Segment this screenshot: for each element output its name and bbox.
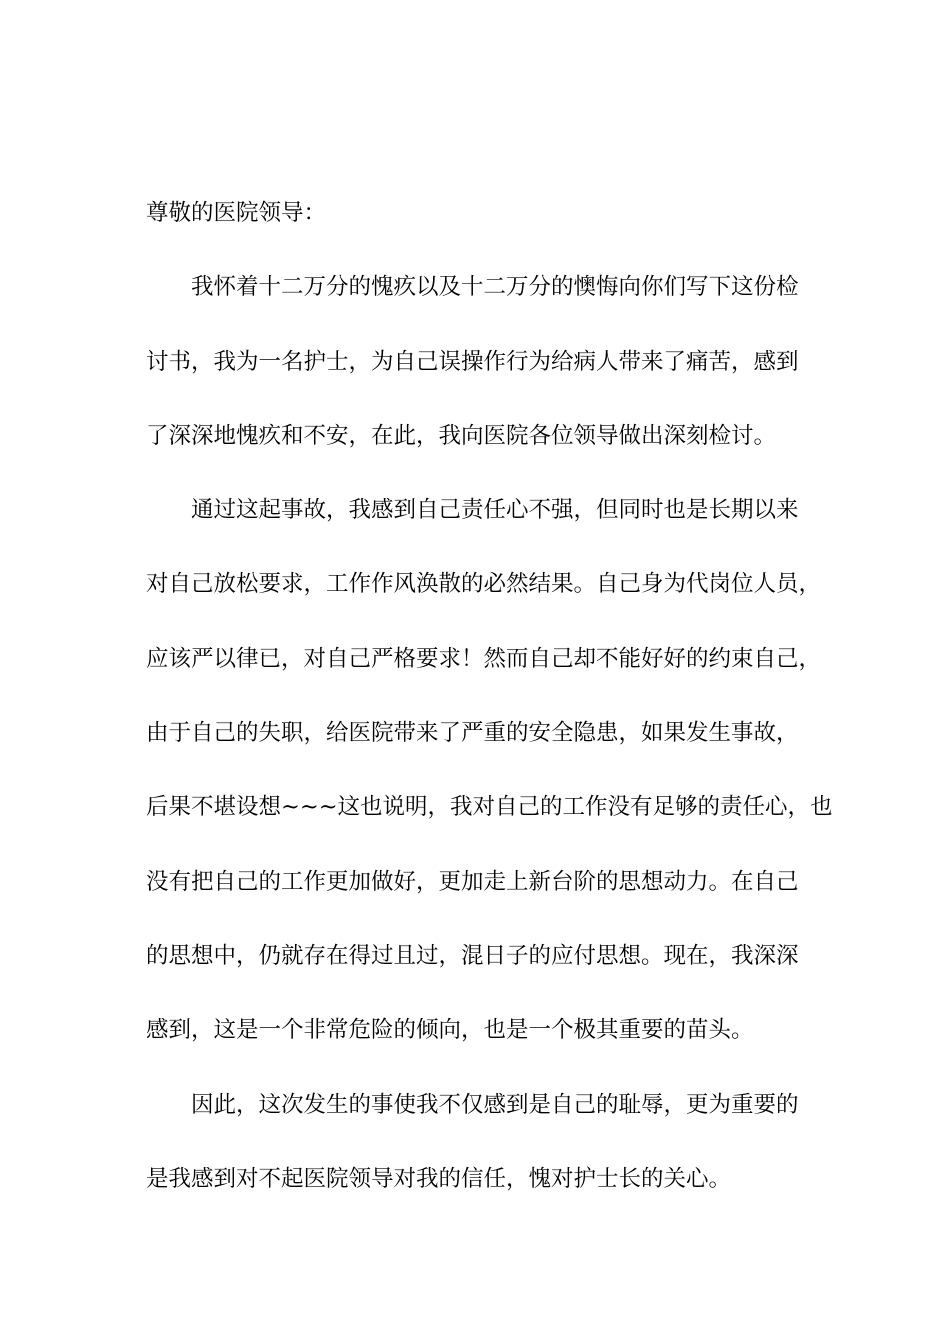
salutation: 尊敬的医院领导：	[146, 200, 327, 226]
paragraph-2-line-4: 由于自己的失职，给医院带来了严重的安全隐患，如果发生事故，	[146, 720, 799, 747]
paragraph-1-line-1: 我怀着十二万分的愧疚以及十二万分的懊悔向你们写下这份检	[191, 274, 799, 301]
paragraph-2-line-5: 后果不堪设想~~~这也说明，我对自己的工作没有足够的责任心，也	[146, 794, 833, 821]
paragraph-2-line-7: 的思想中，仍就存在得过且过，混日子的应付思想。现在，我深深	[146, 942, 799, 969]
paragraph-2-line-6: 没有把自己的工作更加做好，更加走上新台阶的思想动力。在自己	[146, 868, 799, 895]
paragraph-3-line-1: 因此，这次发生的事使我不仅感到是自己的耻辱，更为重要的	[191, 1091, 799, 1118]
paragraph-2-line-2: 对自己放松要求，工作作风涣散的必然结果。自己身为代岗位人员，	[146, 571, 822, 598]
paragraph-2-line-8: 感到，这是一个非常危险的倾向，也是一个极其重要的苗头。	[146, 1017, 754, 1044]
paragraph-1-line-3: 了深深地愧疚和不安，在此，我向医院各位领导做出深刻检讨。	[146, 422, 777, 449]
paragraph-2-line-3: 应该严以律已，对自己严格要求！然而自己却不能好好的约束自己，	[146, 645, 822, 672]
paragraph-1-line-2: 讨书，我为一名护士，为自己误操作行为给病人带来了痛苦，感到	[146, 348, 799, 375]
paragraph-2-line-1: 通过这起事故，我感到自己责任心不强，但同时也是长期以来	[191, 497, 799, 524]
letter-body	[146, 198, 836, 1238]
paragraph-3-line-2: 是我感到对不起医院领导对我的信任，愧对护士长的关心。	[146, 1165, 732, 1192]
